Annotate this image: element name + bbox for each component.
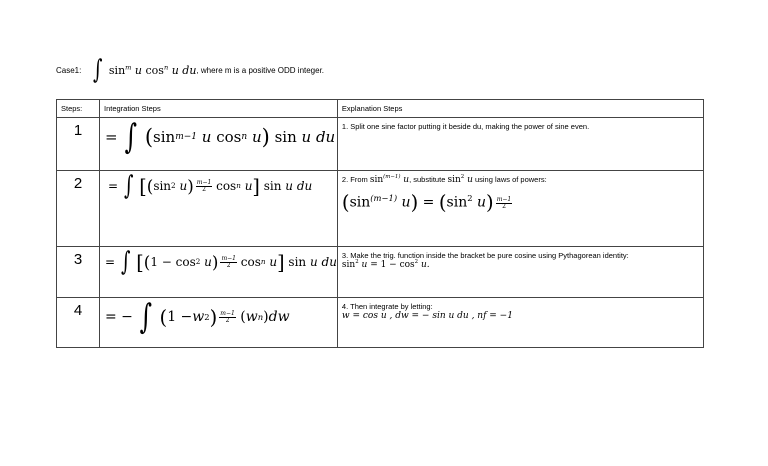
table-row: [57, 247, 704, 298]
integration-cell: = ∫ ( sin m−1 u cos n u ) sin u du: [100, 118, 338, 171]
step-number: 3: [57, 247, 100, 298]
table-row: [57, 171, 704, 247]
case-heading: [56, 52, 324, 88]
explanation-display-math: ($\sin^{(m-1)}$ $u) = (\sin^2$ u) $\frac{m-1}{2}$: [341, 191, 512, 214]
explanation-cell: 3. Make the trig. function inside the bracket be pure cosine using Pythagorean identity: $\sin^2 u = 1 - \cos^2 u$.: [337, 247, 703, 298]
integration-cell: = ∫ [ ( 1 − cos 2 u ) $\frac{m-1}{2}$ cos n u ] sin u du: [100, 247, 338, 298]
explanation-cell: 4. Then integrate by letting: w = cos u , dw = − sin u du , nf = −1: [337, 298, 703, 348]
case-condition: , where m is a positive ODD integer.: [196, 65, 325, 75]
integral-sign-icon: ∫: [93, 55, 103, 85]
case-integral: $\sin^m u$ $\cos^n u$ du: [108, 62, 197, 77]
table-row: [57, 298, 704, 348]
column-header-steps: Steps:: [57, 100, 100, 118]
step-number: 2: [57, 171, 100, 247]
step-number: 1: [57, 118, 100, 171]
steps-table: [56, 99, 704, 348]
case-label: Case1:: [56, 65, 82, 75]
explanation-math: $\sin^2 u = 1 - \cos^2 u$.: [341, 259, 430, 270]
table-row: [57, 118, 704, 171]
explanation-math: w = cos u , dw = − sin u du , nf = −1: [341, 311, 513, 321]
integral-sign-icon: ∫: [125, 117, 138, 157]
column-header-integration: Integration Steps: [100, 100, 338, 118]
integral-sign-icon: ∫: [123, 171, 134, 201]
step-number: 4: [57, 298, 100, 348]
table-header-row: [57, 100, 704, 118]
integration-cell: = ∫ [ ( sin 2 u ) $\frac{m-1}{2}$ cos n u ] sin u du: [100, 171, 338, 247]
integration-cell: = − ∫ ( 1 − w 2 ) $\frac{m-1}{2}$ ( w n ) dw: [100, 298, 338, 348]
explanation-cell: 2. From $\sin^{(m-1)} u$, substitute $\sin^2 u$ using laws of powers: ($\sin^{(m-1)}$ $u) = (\sin^2$ u) $\frac{m-1}{2}$: [337, 171, 703, 247]
integral-sign-icon: ∫: [140, 297, 153, 337]
integral-sign-icon: ∫: [120, 247, 131, 277]
column-header-explanation: Explanation Steps: [337, 100, 703, 118]
explanation-cell: 1. Split one sine factor putting it beside du, making the power of sine even.: [337, 118, 703, 171]
